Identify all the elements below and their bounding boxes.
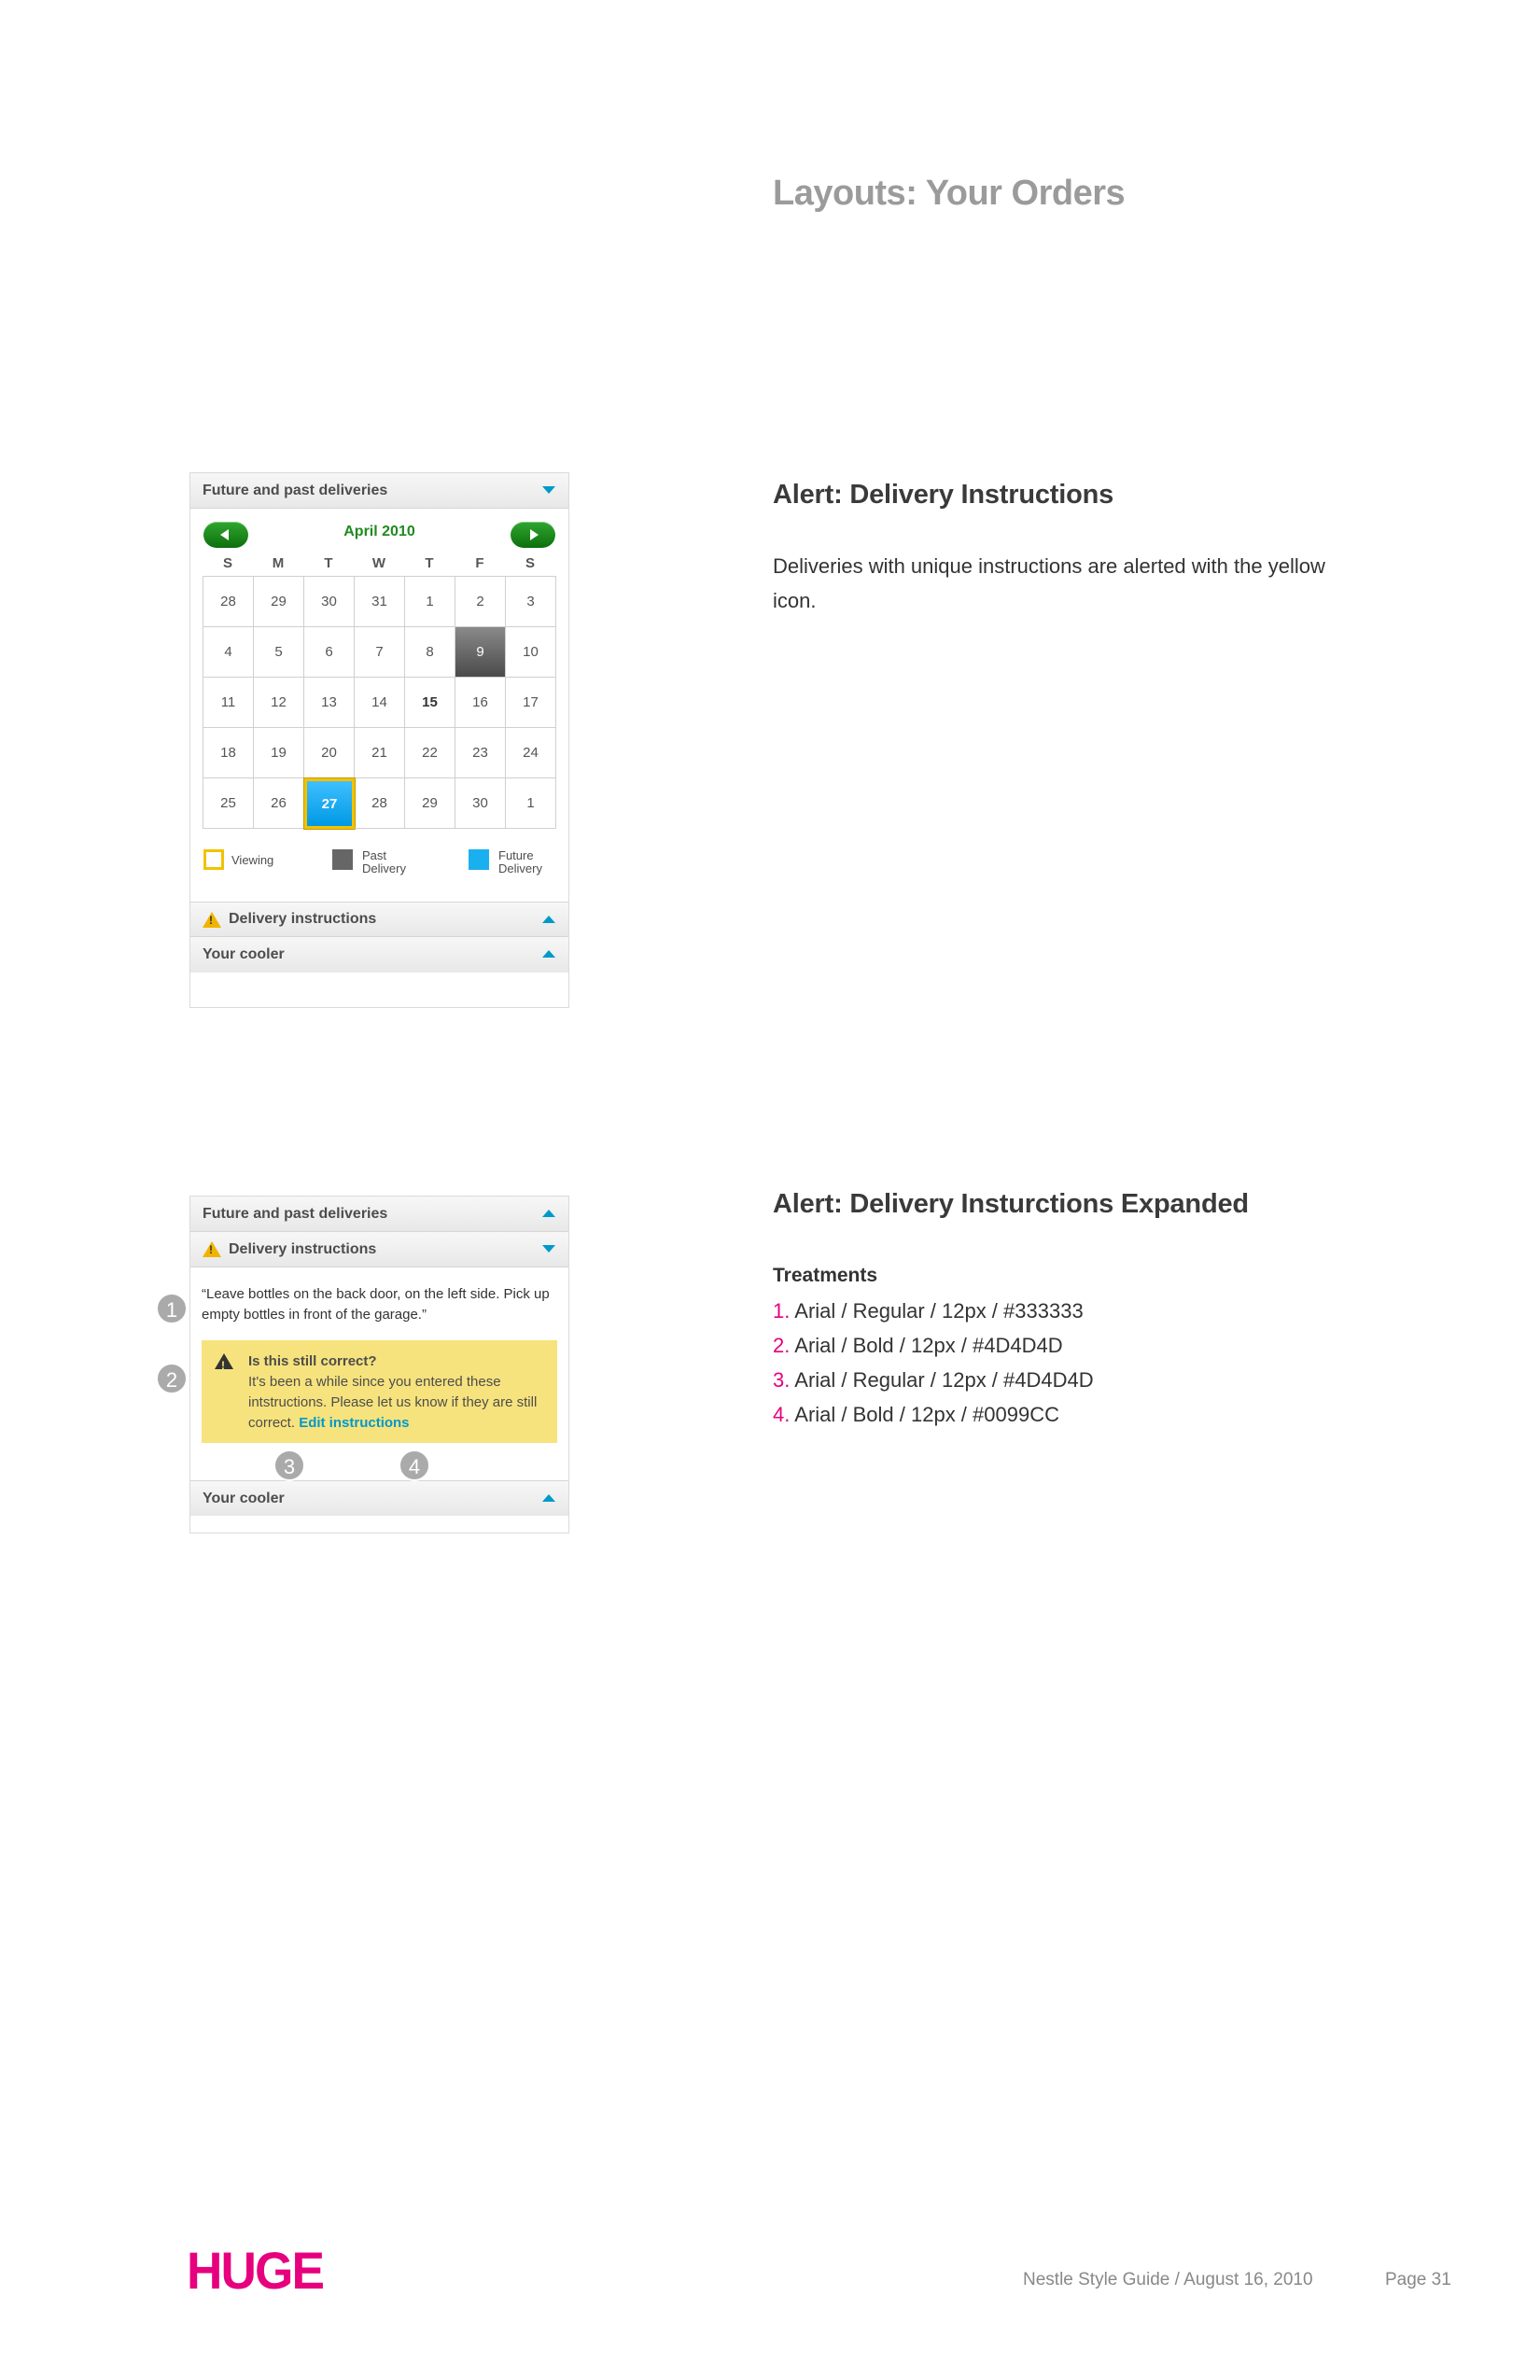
- calendar-day[interactable]: 20: [304, 728, 355, 778]
- huge-logo: HUGE: [187, 2241, 324, 2300]
- calendar-day[interactable]: 23: [455, 728, 506, 778]
- weekday-label: S: [525, 555, 535, 571]
- weekday-label: T: [425, 555, 434, 571]
- calendar-header: [190, 509, 568, 555]
- calendar-legend: [190, 829, 568, 902]
- chevron-up-icon: [542, 1494, 555, 1502]
- callout-marker: 1: [156, 1293, 188, 1324]
- calendar-day[interactable]: 1: [506, 778, 556, 829]
- calendar-day[interactable]: 21: [355, 728, 405, 778]
- calendar-day-viewing[interactable]: 27: [304, 778, 355, 829]
- treatments-heading: Treatments: [773, 1265, 878, 1286]
- calendar-day[interactable]: 1: [405, 577, 455, 627]
- chevron-down-icon: [542, 1245, 555, 1253]
- calendar-day[interactable]: 19: [254, 728, 304, 778]
- arrow-right-icon: [530, 529, 539, 540]
- weekday-row: [203, 555, 568, 576]
- calendar-day-past-delivery[interactable]: 9: [455, 627, 506, 678]
- calendar-day[interactable]: 8: [405, 627, 455, 678]
- calendar-day[interactable]: 31: [355, 577, 405, 627]
- callout-marker: 3: [273, 1449, 305, 1481]
- delivery-instructions-header[interactable]: ! Delivery instructions: [190, 902, 568, 937]
- callout-marker: 2: [156, 1363, 188, 1394]
- section2-title: Alert: Delivery Insturctions Expanded: [773, 1189, 1249, 1219]
- delivery-instructions-text: “Leave bottles on the back door, on the left side. Pick up empty bottles in front of the garage.”: [202, 1286, 550, 1323]
- calendar-day[interactable]: 10: [506, 627, 556, 678]
- legend-viewing: Viewing: [231, 853, 274, 867]
- legend-future-delivery: Future Delivery: [498, 848, 542, 875]
- calendar-day[interactable]: 22: [405, 728, 455, 778]
- calendar-day[interactable]: 13: [304, 678, 355, 728]
- past-delivery-swatch: [332, 849, 353, 870]
- calendar-day[interactable]: 4: [203, 627, 254, 678]
- weekday-label: T: [324, 555, 333, 571]
- edit-instructions-link[interactable]: Edit instructions: [299, 1415, 410, 1431]
- chevron-up-icon: [542, 916, 555, 923]
- calendar-day[interactable]: 29: [405, 778, 455, 829]
- calendar-grid: [203, 576, 556, 829]
- future-past-deliveries-header[interactable]: Future and past deliveries: [190, 1197, 568, 1232]
- calendar-day[interactable]: 7: [355, 627, 405, 678]
- calendar-day[interactable]: 2: [455, 577, 506, 627]
- weekday-label: M: [272, 555, 285, 571]
- calendar-day[interactable]: 11: [203, 678, 254, 728]
- treatment-item: 2. Arial / Bold / 12px / #4D4D4D: [773, 1334, 1063, 1357]
- calendar-day[interactable]: 26: [254, 778, 304, 829]
- next-month-button[interactable]: [511, 522, 555, 548]
- calendar-day[interactable]: 6: [304, 627, 355, 678]
- page-title: Layouts: Your Orders: [773, 174, 1126, 213]
- calendar-day[interactable]: 14: [355, 678, 405, 728]
- future-past-deliveries-header[interactable]: Future and past deliveries: [190, 473, 568, 509]
- calendar-day-today[interactable]: 15: [405, 678, 455, 728]
- footer-doc-info: Nestle Style Guide / August 16, 2010: [1023, 2270, 1313, 2289]
- alert-body: It's been a while since you entered these intstructions. Please let us know if they are still correct. Edit instructions: [248, 1374, 538, 1431]
- calendar-day[interactable]: 28: [355, 778, 405, 829]
- calendar-day[interactable]: 5: [254, 627, 304, 678]
- future-delivery-swatch: [469, 849, 489, 870]
- chevron-up-icon: [542, 1210, 555, 1217]
- calendar-day[interactable]: 3: [506, 577, 556, 627]
- warning-icon: [203, 912, 221, 928]
- treatment-item: 3. Arial / Regular / 12px / #4D4D4D: [773, 1368, 1094, 1392]
- footer-page-number: Page 31: [1385, 2270, 1451, 2289]
- your-cooler-header[interactable]: Your cooler: [190, 1480, 568, 1516]
- weekday-label: F: [475, 555, 484, 571]
- calendar-day[interactable]: 12: [254, 678, 304, 728]
- instructions-alert: [202, 1340, 557, 1443]
- calendar-day[interactable]: 30: [304, 577, 355, 627]
- legend-past-delivery: Past Delivery: [362, 848, 406, 875]
- calendar-panel: [189, 472, 569, 1008]
- treatments-list: [773, 1294, 1094, 1432]
- calendar-day[interactable]: 18: [203, 728, 254, 778]
- expanded-instructions-panel: [189, 1196, 569, 1533]
- weekday-label: S: [222, 555, 232, 571]
- chevron-down-icon: [542, 486, 555, 494]
- treatment-item: 1. Arial / Regular / 12px / #333333: [773, 1299, 1084, 1323]
- calendar-day[interactable]: 30: [455, 778, 506, 829]
- viewing-swatch: [203, 849, 224, 870]
- calendar-day[interactable]: 17: [506, 678, 556, 728]
- calendar-day[interactable]: 25: [203, 778, 254, 829]
- weekday-label: W: [371, 555, 386, 571]
- calendar-day[interactable]: 29: [254, 577, 304, 627]
- callout-marker: 4: [399, 1449, 430, 1481]
- month-label: April 2010: [343, 524, 415, 539]
- treatment-item: 4. Arial / Bold / 12px / #0099CC: [773, 1403, 1059, 1426]
- warning-icon: [215, 1353, 233, 1369]
- delivery-instructions-header[interactable]: ! Delivery instructions: [190, 1232, 568, 1267]
- chevron-up-icon: [542, 950, 555, 958]
- alert-title: Is this still correct?: [248, 1353, 377, 1369]
- calendar-day[interactable]: 28: [203, 577, 254, 627]
- calendar-day[interactable]: 16: [455, 678, 506, 728]
- warning-icon: [203, 1241, 221, 1257]
- calendar-day[interactable]: 24: [506, 728, 556, 778]
- your-cooler-header[interactable]: Your cooler: [190, 937, 568, 973]
- section1-title: Alert: Delivery Instructions: [773, 480, 1114, 510]
- section1-body: Deliveries with unique instructions are alerted with the yellow icon.: [773, 554, 1325, 612]
